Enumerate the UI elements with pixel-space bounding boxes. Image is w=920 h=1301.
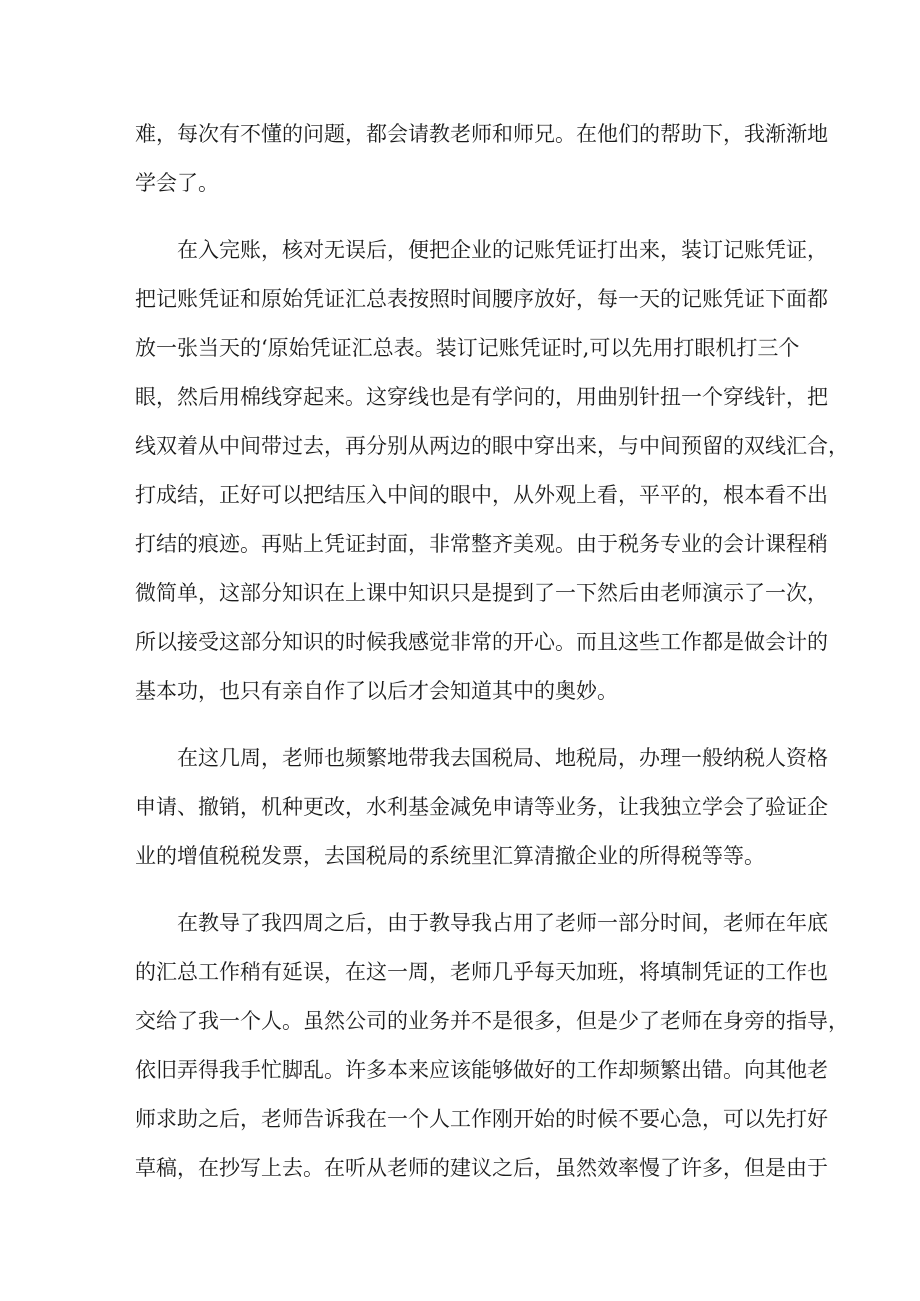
paragraph-1	[135, 110, 828, 208]
text-line: 眼，然后用棉线穿起来。这穿线也是有学问的，用曲别针扭一个穿线针，把	[135, 385, 828, 409]
text-line: 打结的痕迹。再贴上凭证封面，非常整齐美观。由于税务专业的会计课程稍	[135, 532, 828, 556]
text-line: 线双着从中间带过去，再分别从两边的眼中穿出来，与中间预留的双线汇合，	[135, 434, 849, 458]
text-line: 难，每次有不懂的问题，都会请教老师和师兄。在他们的帮助下，我渐渐地	[135, 122, 828, 146]
text-line: 打成结，正好可以把结压入中间的眼中，从外观上看，平平的，根本看不出	[135, 483, 828, 507]
text-line: 业的增值税税发票，去国税局的系统里汇算清撤企业的所得税等等。	[135, 844, 765, 868]
text-line: 依旧弄得我手忙脚乱。许多本来应该能够做好的工作却频繁出错。向其他老	[135, 1058, 828, 1082]
text-line: 师求助之后，老师告诉我在一个人工作刚开始的时候不要心急，可以先打好	[135, 1107, 828, 1131]
document-page	[135, 110, 849, 1211]
text-line: 基本功，也只有亲自作了以后才会知道其中的奥妙。	[135, 679, 618, 703]
text-line: 在这几周，老师也频繁地带我去国税局、地税局，办理一般纳税人资格	[177, 746, 828, 770]
text-line: 微简单，这部分知识在上课中知识只是提到了一下然后由老师演示了一次，	[135, 581, 828, 605]
text-line: 交给了我一个人。虽然公司的业务并不是很多，但是少了老师在身旁的指导，	[135, 1009, 849, 1033]
text-line: 所以接受这部分知识的时候我感觉非常的开心。而且这些工作都是做会计的	[135, 630, 828, 654]
text-line: 的汇总工作稍有延误，在这一周，老师几乎每天加班，将填制凭证的工作也	[135, 960, 828, 984]
text-line: 在教导了我四周之后，由于教导我占用了老师一部分时间，老师在年底	[177, 911, 828, 935]
paragraph-2	[135, 226, 849, 716]
text-line: 草稿，在抄写上去。在听从老师的建议之后，虽然效率慢了许多，但是由于	[135, 1156, 828, 1180]
paragraph-4	[135, 899, 849, 1193]
text-line: 在入完账，核对无误后，便把企业的记账凭证打出来，装订记账凭证，	[177, 238, 828, 262]
text-line: 申请、撤销，机种更改，水利基金减免申请等业务，让我独立学会了验证企	[135, 795, 828, 819]
text-line: 把记账凭证和原始凭证汇总表按照时间腰序放好，每一天的记账凭证下面都	[135, 287, 828, 311]
text-line: 学会了。	[135, 171, 219, 195]
text-line: 放一张当天的‘原始凭证汇总表。装订记账凭证时,可以先用打眼机打三个	[135, 336, 800, 360]
paragraph-3	[135, 734, 828, 881]
